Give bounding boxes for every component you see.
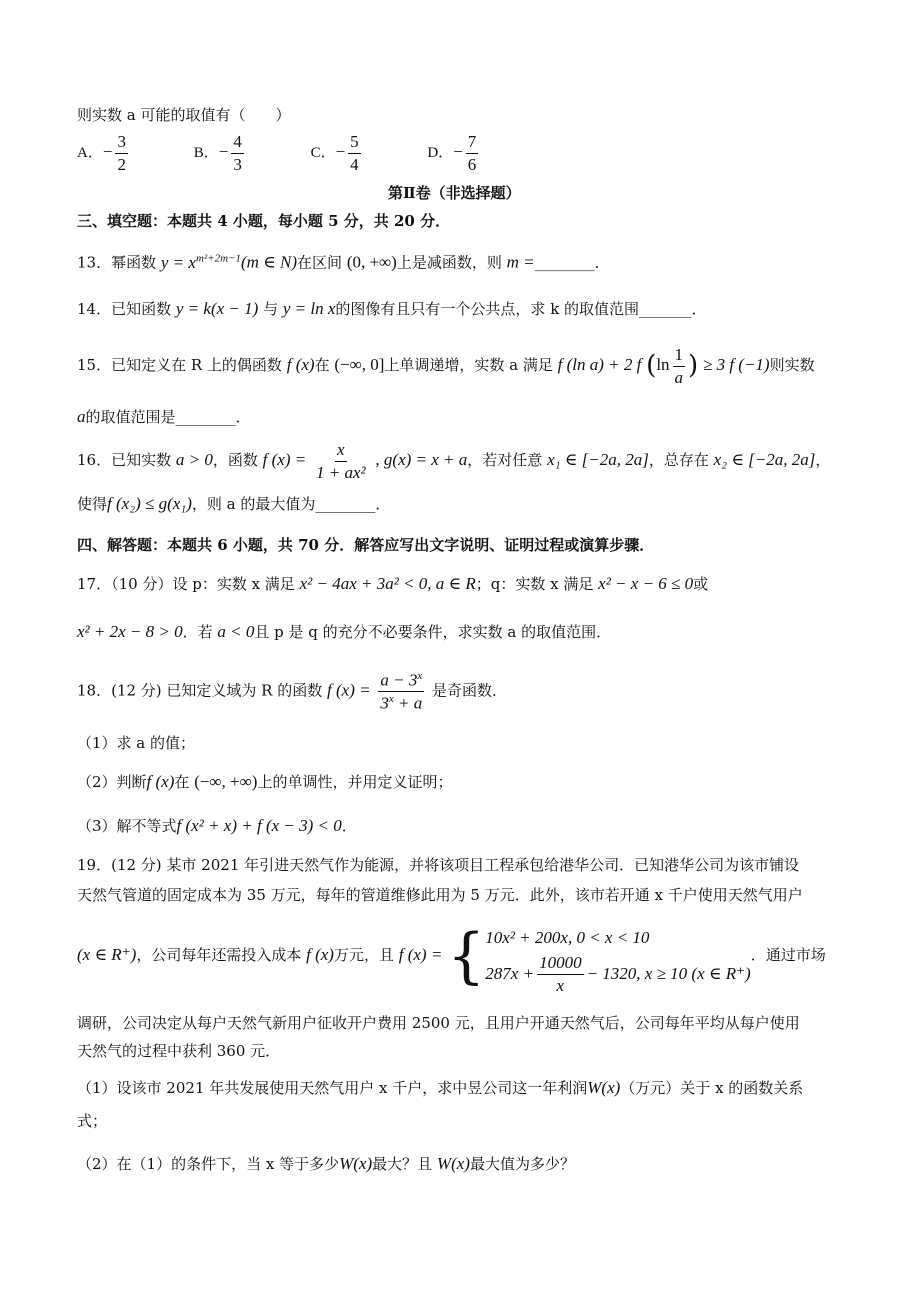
question-18-part2: （2）判断f (x)在 (−∞, +∞)上的单调性，并用定义证明； bbox=[77, 772, 453, 791]
question-17: 17．（10 分）设 p：实数 x 满足 x² − 4ax + 3a² < 0, a ∈ R；q：实数 x 满足 x² − x − 6 ≤ 0或 bbox=[77, 574, 709, 593]
question-19-line3: (x ∈ R⁺)，公司每年还需投入成本 f (x)万元，且 f (x) = { 10x² + 200x, 0 < x < 10 287x + $\frac{10000}{x}$ − 1320, x ≥ 10 (x ∈ R⁺) ．通过市场 bbox=[77, 921, 826, 995]
question-15-line2: a的取值范围是________． bbox=[77, 407, 251, 426]
q12-options bbox=[77, 132, 539, 174]
question-18: 18．(12 分) 已知定义域为 R 的函数 f (x) = $\frac{a - 3^x}{3^x + a}$ 是奇函数． bbox=[77, 670, 508, 713]
question-15: 15．已知定义在 R 上的偶函数 f (x)在 (−∞, 0]上单调递增，实数 a 满足 f (ln a) + 2 f (ln $\frac{1}{a}$ ) ≥ 3 f (−1)则实数 bbox=[77, 345, 815, 387]
option-b: B．− $\frac{4}{3}$ bbox=[193, 132, 242, 174]
section4-title: 四、解答题：本题共 6 小题，共 70 分．解答应写出文字说明、证明过程或演算步骤． bbox=[77, 536, 655, 554]
question-19-part1-line2: 式； bbox=[77, 1112, 108, 1130]
question-18-part3: （3）解不等式f (x² + x) + f (x − 3) < 0． bbox=[77, 816, 357, 835]
option-a: A．− $\frac{3}{2}$ bbox=[77, 132, 126, 174]
q12-tail-text: 则实数 a 可能的取值有（ ） bbox=[77, 106, 291, 124]
left-brace-icon: { bbox=[447, 921, 486, 991]
option-d: D．− $\frac{7}{6}$ bbox=[427, 132, 477, 174]
question-13: 13．幂函数 $y = x^{m^2+2m-1}(m$ ∈ N)在区间 (0, +∞)上是减函数，则 m =________． bbox=[77, 252, 610, 272]
question-16-line2: 使得f (x₂) ≤ g(x₁)，则 a 的最大值为________． bbox=[77, 494, 391, 513]
part2-title: 第Ⅱ卷（非选择题） bbox=[388, 184, 521, 202]
question-19-line1: 19．(12 分) 某市 2021 年引进天然气作为能源，并将该项目工程承包给港华公司．已知港华公司为该市铺设 bbox=[77, 856, 800, 874]
question-17-line2: x² + 2x − 8 > 0．若 a < 0且 p 是 q 的充分不必要条件，求实数 a 的取值范围． bbox=[77, 622, 612, 641]
question-19-line4: 调研，公司决定从每户天然气新用户征收开户费用 2500 元，且用户开通天然气后，公司每年平均从每户使用 bbox=[77, 1014, 800, 1032]
question-19-part1: （1）设该市 2021 年共发展使用天然气用户 x 千户，求中昱公司这一年利润W(x)（万元）关于 x 的函数关系 bbox=[77, 1078, 804, 1097]
option-c: C．− $\frac{5}{4}$ bbox=[310, 132, 359, 174]
question-16: 16．已知实数 a > 0，函数 f (x) = $\frac{x}{\text{1 + ax²}}$ , g(x) = x + a，若对任意 x₁ ∈ [−2a, 2a]，总存在 x₂ ∈ [−2a, 2a]， bbox=[77, 440, 831, 482]
question-19-line5: 天然气的过程中获利 360 元． bbox=[77, 1042, 281, 1060]
question-18-part1: （1）求 a 的值； bbox=[77, 734, 196, 752]
question-14: 14．已知函数 y = k(x − 1) 与 y = ln x的图像有且只有一个公共点，求 k 的取值范围_______． bbox=[77, 299, 707, 318]
question-19-part2: （2）在（1）的条件下，当 x 等于多少W(x)最大？且 W(x)最大值为多少？ bbox=[77, 1154, 575, 1173]
piecewise-definition: 10x² + 200x, 0 < x < 10 287x + $\frac{10000}{x}$ − 1320, x ≥ 10 (x ∈ R⁺) bbox=[485, 927, 751, 995]
section3-title: 三、填空题：本题共 4 小题，每小题 5 分，共 20 分． bbox=[77, 212, 451, 230]
question-19-line2: 天然气管道的固定成本为 35 万元，每年的管道维修此用为 5 万元．此外，该市若开通 x 千户使用天然气用户 bbox=[77, 886, 803, 904]
